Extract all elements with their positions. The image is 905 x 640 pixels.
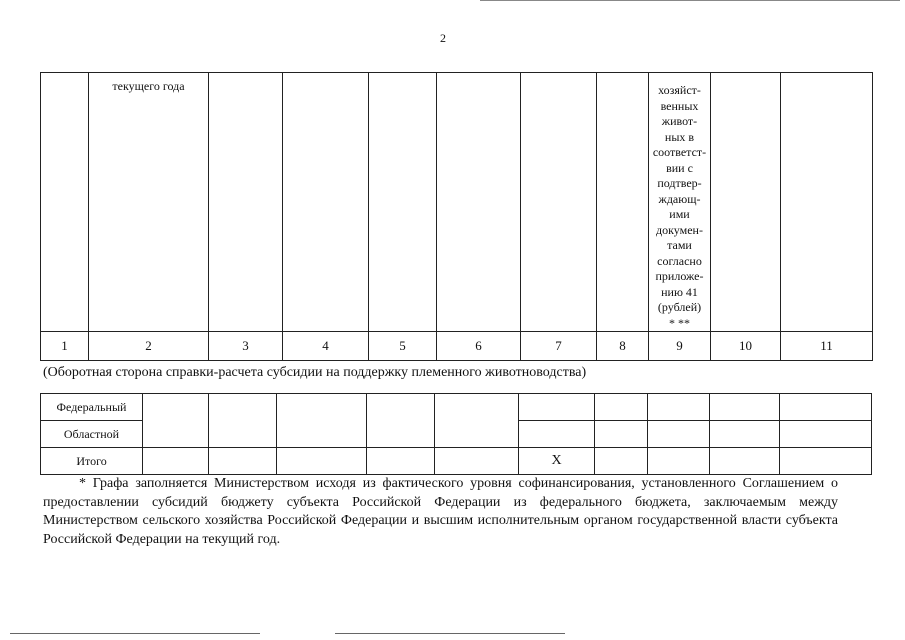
total-cell-2 [143, 448, 209, 475]
header-cell-9-line: венных [660, 98, 699, 113]
top-divider-line [480, 0, 900, 1]
federal-label: Федеральный [41, 394, 143, 421]
column-number-9: 9 [649, 332, 711, 361]
header-cell-9-line: ими [669, 207, 690, 221]
header-cell-9-line: ждающ- [658, 191, 701, 206]
header-cell-8 [597, 73, 649, 332]
federal-cell-7 [519, 394, 595, 421]
subsidy-totals-table [40, 393, 872, 475]
column-number-8: 8 [597, 332, 649, 361]
header-cell-3 [209, 73, 283, 332]
regional-cell-8 [595, 421, 648, 448]
column-number-5: 5 [369, 332, 437, 361]
header-cell-9-line: живот- [661, 114, 698, 128]
federal-cell-11 [780, 394, 872, 421]
header-cell-9-line: тами [667, 238, 692, 252]
column-number-7: 7 [521, 332, 597, 361]
regional-label: Областной [41, 421, 143, 448]
header-cell-9 [649, 73, 711, 332]
header-cell-9-line: докумен- [656, 222, 703, 237]
regional-cell-7 [519, 421, 595, 448]
column-number-4: 4 [283, 332, 369, 361]
column-number-10: 10 [711, 332, 781, 361]
header-continuation-row [41, 73, 873, 332]
header-cell-9-line: приложе- [655, 269, 704, 283]
total-cell-4 [277, 448, 367, 475]
header-cell-9-text [649, 73, 710, 331]
header-cell-9-line: хозяйст- [658, 83, 701, 97]
header-cell-9-line: вии с [666, 160, 693, 175]
column-number-6: 6 [437, 332, 521, 361]
total-cell-3 [209, 448, 277, 475]
total-cell-6 [435, 448, 519, 475]
header-cell-1 [41, 73, 89, 332]
header-cell-2-text: текущего года [112, 79, 185, 93]
total-cell-8 [595, 448, 648, 475]
column-number-3: 3 [209, 332, 283, 361]
header-cell-7 [521, 73, 597, 332]
federal-cell-9 [648, 394, 710, 421]
header-cell-9-line: нию 41 [661, 284, 698, 299]
header-cell-9-line: (рублей) [657, 300, 702, 314]
subsidy-calculation-table-header [40, 72, 873, 361]
regional-cell-9 [648, 421, 710, 448]
federal-cell-10 [710, 394, 780, 421]
federal-regional-cell-2 [143, 394, 209, 448]
bottom-divider-line-2 [335, 633, 565, 634]
total-cell-5 [367, 448, 435, 475]
header-cell-5 [369, 73, 437, 332]
header-cell-9-line: * ** [669, 315, 690, 330]
column-number-row [41, 332, 873, 361]
header-cell-9-line: соответст- [652, 145, 707, 159]
total-cell-10 [710, 448, 780, 475]
footnote-text: * Графа заполняется Министерством исходя из фактического уровня софинансирования, установленного Соглашением о предоставлении субсидий бюджету субъекта Российской Федерации из федерального бюджета, заключаемым между Министерством сельского хозяйства Российской Федерации и высшим исполнительным органом государственной власти субъекта Российской Федерации на текущий год. [43, 476, 838, 547]
regional-cell-11 [780, 421, 872, 448]
federal-regional-cell-6 [435, 394, 519, 448]
reverse-side-caption: (Оборотная сторона справки-расчета субсидии на поддержку племенного животноводства) [43, 365, 587, 380]
page-number: 2 [440, 31, 446, 45]
federal-cell-8 [595, 394, 648, 421]
column-number-11: 11 [781, 332, 873, 361]
header-cell-9-line: согласно [657, 253, 702, 268]
regional-cell-10 [710, 421, 780, 448]
total-cell-9 [648, 448, 710, 475]
header-cell-4 [283, 73, 369, 332]
total-label: Итого [41, 448, 143, 475]
header-cell-2 [89, 73, 209, 332]
header-cell-6 [437, 73, 521, 332]
total-x-mark: Х [519, 448, 595, 475]
federal-row [41, 394, 872, 421]
federal-regional-cell-3 [209, 394, 277, 448]
header-cell-11 [781, 73, 873, 332]
bottom-divider-line [10, 633, 260, 634]
federal-regional-cell-4 [277, 394, 367, 448]
column-number-1: 1 [41, 332, 89, 361]
header-cell-9-line: подтвер- [657, 176, 702, 190]
total-row [41, 448, 872, 475]
total-cell-11 [780, 448, 872, 475]
header-cell-9-line: ных в [664, 129, 695, 144]
column-number-2: 2 [89, 332, 209, 361]
federal-regional-cell-5 [367, 394, 435, 448]
header-cell-10 [711, 73, 781, 332]
